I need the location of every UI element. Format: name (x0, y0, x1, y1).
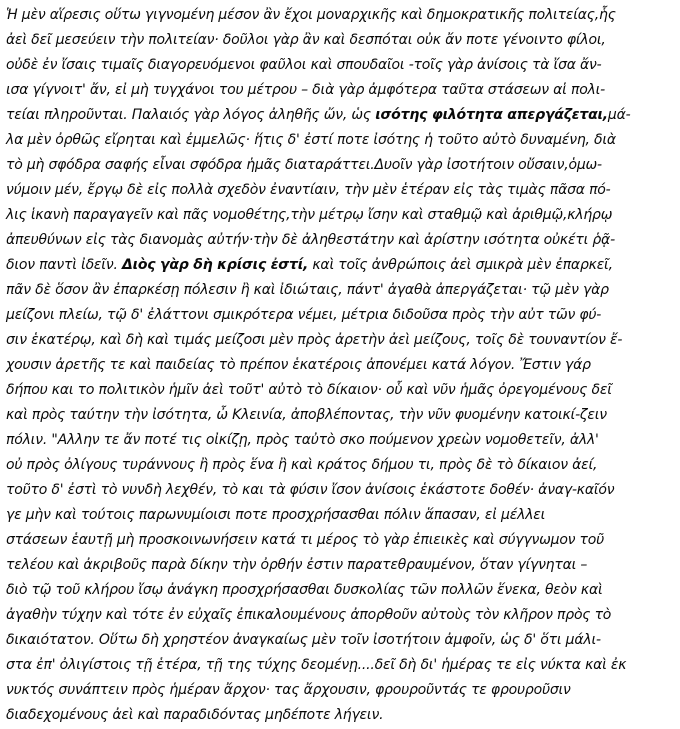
text-line (6, 203, 676, 228)
text-segment: ἀγαθὴν τύχην καὶ τότε ἐν εὐχαῖς ἐπικαλουμένους ἀπορθοῦν αὐτοὺς τὸν κλῆρον πρὸς τὸ (6, 607, 612, 623)
text-segment: ἀεὶ δεῖ μεσεύειν τὴν πολιτείαν· δοῦλοι γὰρ ἂν καὶ δεσπόται οὐκ ἄν ποτε γένοιντο φίλοι, (6, 32, 606, 48)
text-segment: δικαιότατον. Οὕτω δὴ χρηστέον ἀναγκαίως μὲν τοῖν ἰσοτήτοιν ἀμφοῖν, ὡς δ' ὅτι μάλι- (6, 632, 601, 648)
text-segment: σιν ἑκατέρῳ, καὶ δὴ καὶ τιμάς μείζοσι μὲν πρὸς ἀρετὴν ἀεὶ μείζους, τοῖς δὲ τουναντίον ἔ- (6, 332, 623, 348)
text-segment: διον παντὶ ἰδεῖν. (6, 257, 122, 273)
text-line (6, 378, 676, 403)
text-line (6, 28, 676, 53)
text-segment: οὐ πρὸς ὀλίγους τυράννους ἢ πρὸς ἕνα ἢ καὶ κράτος δήμου τι, πρὸς δὲ τὸ δίκαιον ἀεί, (6, 457, 598, 473)
text-line (6, 528, 676, 553)
text-segment: στα ἐπ' ὀλιγίστοις τῇ ἑτέρα, τῇ της τύχης δεομένῃ....δεῖ δὴ δι' ἡμέρας τε εἰς νύκτα καὶ ἐκ (6, 657, 627, 673)
text-line (6, 328, 676, 353)
bold-text-segment: ισότης φιλότητα απεργάζεται, (375, 107, 608, 123)
text-line (6, 53, 676, 78)
text-line (6, 153, 676, 178)
text-line (6, 553, 676, 578)
text-line (6, 428, 676, 453)
text-line (6, 628, 676, 653)
text-segment: πᾶν δὲ ὅσον ἂν ἐπαρκέσῃ πόλεσιν ἢ καὶ ἰδιώταις, πάντ' ἀγαθὰ ἀπεργάζεται· τῷ μὲν γὰρ (6, 282, 609, 298)
text-line (6, 578, 676, 603)
text-line (6, 653, 676, 678)
text-segment: τείαι πληροῦνται. Παλαιός γὰρ λόγος ἀληθῆς ὤν, ὡς (6, 107, 376, 123)
text-segment: μά- (607, 107, 631, 123)
text-segment: διὸ τῷ τοῦ κλήρου ἴσῳ ἀνάγκη προσχρήσασθαι δυσκολίας τῶν πολλῶν ἕνεκα, θεὸν καὶ (6, 582, 603, 598)
text-line (6, 103, 676, 128)
text-line (6, 228, 676, 253)
text-segment: χουσιν ἀρετῆς τε καὶ παιδείας τὸ πρέπον ἑκατέροις ἀπονέμει κατά λόγον. Ἔστιν γάρ (6, 357, 591, 373)
text-segment: τὸ μὴ σφόδρα σαφής εἶναι σφόδρα ἡμᾶς διαταράττει.Δυοῖν γὰρ ἰσοτήτοιν οὔσαιν,ὁμω- (6, 157, 602, 173)
text-line (6, 503, 676, 528)
text-segment: ισα γίγνοιτ' ἄν, εἰ μὴ τυγχάνοι του μέτρου – διὰ γὰρ ἀμφότερα ταῦτα στάσεων αἱ πολι- (6, 82, 606, 98)
text-segment: μείζονι πλείω, τῷ δ' ἐλάττονι σμικρότερα νέμει, μέτρια διδοῦσα πρὸς τὴν αὐτ τῶν φύ- (6, 307, 602, 323)
text-line (6, 478, 676, 503)
text-segment: καὶ πρὸς ταύτην τὴν ἰσότητα, ὦ Κλεινία, ἀποβλέποντας, τὴν νῦν φυομένην κατοικί-ζειν (6, 407, 607, 423)
text-segment: τοῦτο δ' ἐστὶ τὸ νυνδὴ λεχθέν, τὸ και τὰ φύσιν ἴσον ἀνίσοις ἑκάστοτε δοθέν· ἀναγ-καῖόν (6, 482, 615, 498)
text-line (6, 603, 676, 628)
text-line (6, 353, 676, 378)
text-segment: ἀπευθύνων εἰς τὰς διανομὰς αὐτήν·τὴν δὲ ἀληθεστάτην καὶ ἀρίστην ισότητα οὐκέτι ῥᾷ- (6, 232, 615, 248)
text-line (6, 678, 676, 703)
text-segment: στάσεων ἑαυτῇ μὴ προσκοινωνήσειν κατά τι μέρος τὸ γὰρ ἐπιεικὲς καὶ σύγγνωμον τοῦ (6, 532, 605, 548)
text-segment: καὶ τοῖς ἀνθρώποις ἀεὶ σμικρὰ μὲν ἐπαρκεῖ, (308, 257, 613, 273)
text-line (6, 278, 676, 303)
text-line (6, 303, 676, 328)
text-line (6, 78, 676, 103)
text-segment: πόλιν. "Αλλην τε ἄν ποτέ τις οἰκίζῃ, πρὸς ταὐτὸ σκο πούμενον χρεὼν νομοθετεῖν, ἀλλ' (6, 432, 599, 448)
text-segment: νύμοιν μέν, ἔργῳ δὲ εἰς πολλὰ σχεδὸν ἐναντίαιν, τὴν μὲν ἑτέραν εἰς τὰς τιμὰς πᾶσα πό- (6, 182, 611, 198)
text-line (6, 703, 676, 728)
text-segment: λις ἱκανὴ παραγαγεῖν καὶ πᾶς νομοθέτης,τὴν μέτρῳ ἴσην καὶ σταθμῷ καὶ ἀριθμῷ,κλήρῳ (6, 207, 613, 223)
text-segment: διαδεχομένους ἀεὶ καὶ παραδιδόντας μηδέποτε λήγειν. (6, 707, 384, 723)
text-segment: γε μὴν καὶ τούτοις παρωνυμίοισι ποτε προσχρήσασθαι πόλιν ἅπασαν, εἰ μέλλει (6, 507, 546, 523)
text-segment: τελέου καὶ ἀκριβοῦς παρὰ δίκην τὴν ὀρθήν ἐστιν παρατεθραυμένον, ὅταν γίγνηται – (6, 557, 588, 573)
text-line (6, 253, 676, 278)
text-segment: οὐδὲ ἐν ἴσαις τιμαῖς διαγορευόμενοι φαῦλοι καὶ σπουδαῖοι -τοῖς γὰρ ἀνίσοις τὰ ἴσα ἄν- (6, 57, 602, 73)
text-line (6, 128, 676, 153)
greek-text-block (6, 3, 676, 728)
text-line (6, 453, 676, 478)
bold-text-segment: Διὸς γὰρ δὴ κρίσις ἐστί, (121, 257, 309, 273)
text-segment: Ἡ μὲν αἵρεσις οὕτω γιγνομένη μέσον ἂν ἔχοι μοναρχικῆς καὶ δημοκρατικῆς πολιτείας,ἧς (6, 7, 616, 23)
text-segment: δήπου και το πολιτικὸν ἡμῖν ἀεὶ τοῦτ' αὐτὸ τὸ δίκαιον· οὗ καὶ νῦν ἡμᾶς ὀρεγομένους δεῖ (6, 382, 612, 398)
text-segment: νυκτός συνάπτειν πρὸς ἡμέραν ἄρχον· τας ἄρχουσιν, φρουροῦντάς τε φρουροῦσιν (6, 682, 571, 698)
text-segment: λα μὲν ὀρθῶς εἴρηται καὶ ἐμμελῶς· ἥτις δ' ἐστί ποτε ἰσότης ἡ τοῦτο αὐτὸ δυναμένη, διὰ (6, 132, 616, 148)
text-line (6, 3, 676, 28)
text-line (6, 178, 676, 203)
text-line (6, 403, 676, 428)
